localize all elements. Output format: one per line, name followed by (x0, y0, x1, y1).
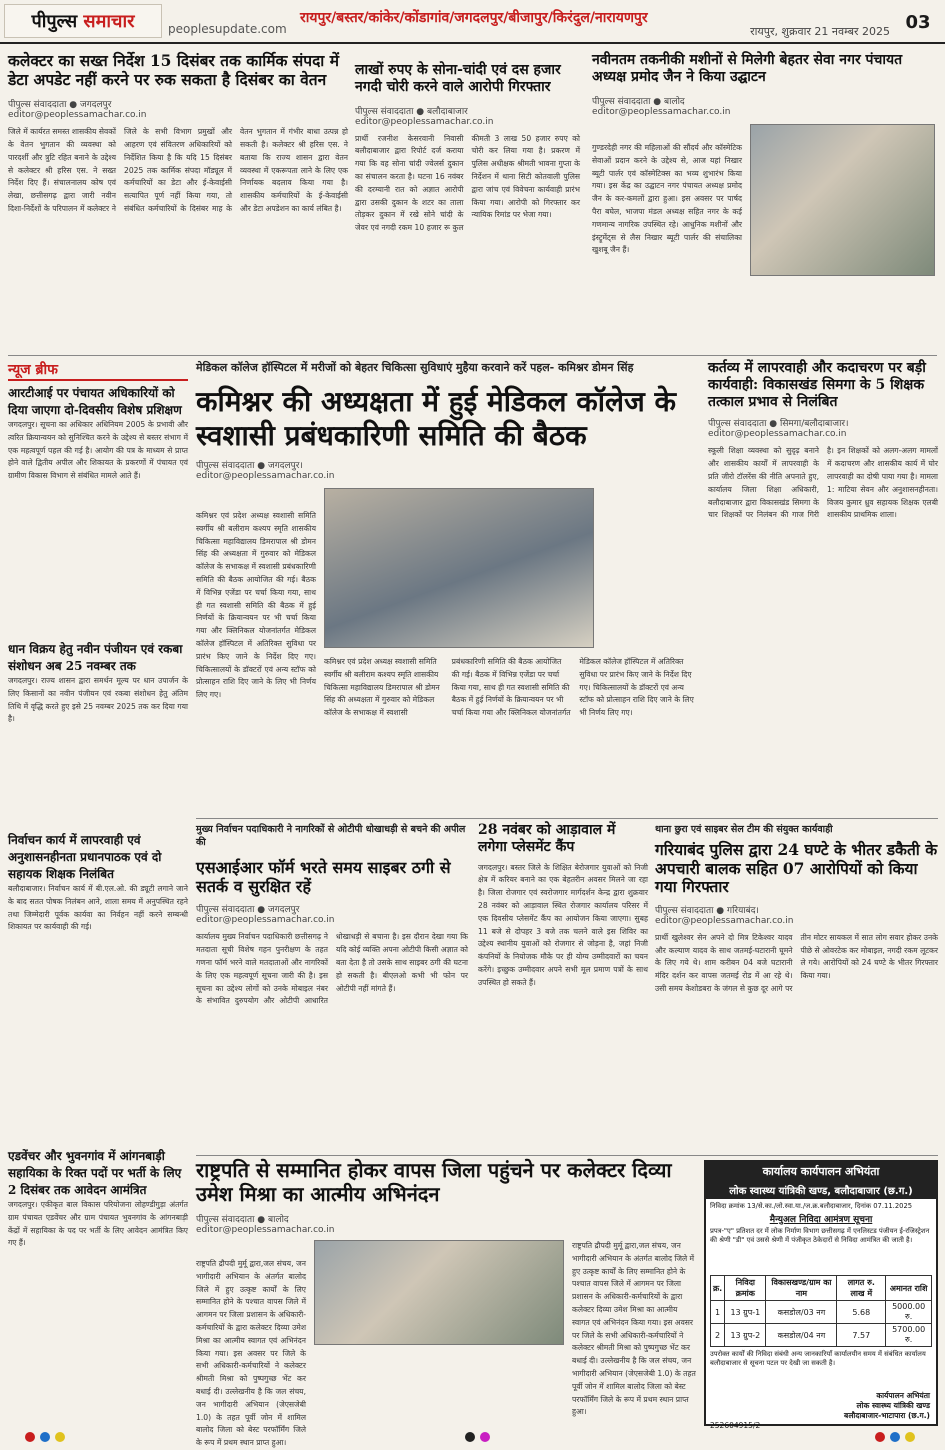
table-cell: 7.57 (837, 1324, 886, 1347)
story-email[interactable]: editor@peoplessamachar.co.in (355, 116, 494, 127)
brief-headline[interactable]: धान विक्रय हेतु नवीन पंजीयन एवं रकबा संशोधन अब 25 नवम्बर तक (8, 642, 183, 673)
story-email[interactable]: editor@peoplessamachar.co.in (196, 1225, 335, 1235)
brief-body: जगदलपुर। सूचना का अधिकार अधिनियम 2005 के प्रभावी और त्वरित क्रियान्वयन को सुनिश्चित करने के उद्देश्य से बस्तर संभाग में एक महत्वपूर्ण पहल की गई है। आयोग की पत्र के माध्यम से प्राप्त होने वाले द्वितीय अपील और शिकायत के प्रकरणों में पंचायत एवं ग्रामीण विकास विभाग से संबंधित मामले आते हैं। (8, 420, 188, 481)
story-headline[interactable]: कर्तव्य में लापरवाही और कदाचरण पर बड़ी कार्यवाही: विकासखंड सिमगा के 5 शिक्षक तत्काल प्रभाव से निलंबित (708, 360, 926, 410)
story-headline[interactable]: कमिश्नर की अध्यक्षता में हुई मेडिकल कॉलेज के स्वशासी प्रबंधकारिणी समिति की बैठक (196, 385, 677, 452)
brief-headline[interactable]: निर्वाचन कार्य में लापरवाही एवं अनुशासनहीनता प्रधानपाठक एवं दो सहायक शिक्षक निलंबित (8, 833, 162, 881)
tender-advertisement (704, 1160, 938, 1430)
brief-headline[interactable]: आरटीआई पर पंचायत अधिकारियों को दिया जाएगा दो-दिवसीय विशेष प्रशिक्षण (8, 386, 182, 417)
ad-reference: निविदा क्रमांक 13/से.का./लो.स्वा.या./ज.क्र.बलौदाबाजार, दिनांक 07.11.2025 (710, 1202, 913, 1210)
news-brief-sidebar (8, 360, 188, 1425)
brief-body: जगदलपुर। एकीकृत बाल विकास परियोजना लोहण्डीगुड़ा अंतर्गत ग्राम पंचायत एडवेंचर और ग्राम पंचायत भुवनगांव के आंगनबाड़ी केंद्रों में सहायिका के पद पर भर्ती के लिए आवेदन आमंत्रित किए गए हैं। (8, 1200, 188, 1248)
story-body: कमिश्नर एवं प्रदेश अध्यक्ष स्वशासी समिति स्वर्गीय श्री बलीराम कश्यप स्मृति शासकीय चिकित्सा महाविद्यालय डिमरापाल श्री डोमन सिंह की अध्यक्षता में गुरुवार को मेडिकल कॉलेज के सभाकक्ष में स्वशासी प्रबंधकारिणी समिति की बैठक आयोजित की गई। बैठक में विभिन्न एजेंडा पर चर्चा किया गया, साथ ही गत स्वशासी समिति की बैठक में हुई निर्णयों के क्रियान्वयन पर भी चर्चा किया गया और क्लिनिकल योजनांतर्गत मेडिकल कॉलेज हॉस्पिटल में अतिरिक्त सुविधा पर प्रारंभ किए जाने के निर्देश दिए गए। चिकित्सालयों के डॉक्टरों एवं अन्य स्टॉफ को प्रोत्साहन राशि दिए जाने के लिए भी निर्णय लिए गए। (196, 511, 316, 700)
page-number: 03 (905, 12, 931, 33)
divider (196, 818, 938, 819)
table-header: विकासखण्ड/ग्राम का नाम (766, 1276, 837, 1301)
ad-signoff: कार्यपालन अभियंता (876, 1391, 930, 1400)
masthead (0, 0, 945, 44)
story-body: प्रार्थी रजनीश केसरवानी निवासी बलौदाबाजार द्वारा रिपोर्ट दर्ज कराया गया कि वह सोना चांदी ज्वेलर्स दुकान का संचालन करता है। घटना 16 नवंबर की दरम्यानी रात को अज्ञात आरोपी द्वारा उसकी दुकान के शटर का ताला तोड़कर दुकान में रखे सोने चांदी के जेवर एवं नगदी रकम 10 हजार रू कुल कीमती 3 लाख 50 हजार रुपए को चोरी कर लिया गया है। प्रकरण में पुलिस अधीक्षक श्रीमती भावना गुप्ता के निर्देशन में थाना सिटी कोतवाली पुलिस द्वारा जांच एवं विवेचना कार्यवाही प्रारंभ किया गया। आरोपी को गिरफ्तार कर न्यायिक रिमांड पर भेजा गया। (355, 133, 580, 233)
story-byline: पीपुल्स संवाददाता ● बालोद (196, 1215, 289, 1225)
print-registration-marks (0, 1430, 945, 1445)
ad-department: लोक स्वास्थ्य यांत्रिकी खण्ड, बलौदाबाजार (छ.ग.) (706, 1181, 936, 1199)
story-byline: पीपुल्स संवाददाता ● सिमगा/बलौदाबाजार। (708, 419, 849, 430)
story-body: जगदलपुर। बस्तर जिले के शिक्षित बेरोजगार युवाओं को निजी क्षेत्र में करियर बनाने का एक बेहतरीन अवसर मिलने जा रहा है। जिला रोजगार एवं स्वरोजगार मार्गदर्शन केन्द्र द्वारा शुक्रवार 28 नवंबर को आड़ावाल स्थित रोजगार कार्यालय परिसर में एक दिवसीय प्लेसमेंट कैंप का आयोजन किया जाएगा। सुबह 11 बजे से दोपहर 3 बजे तक चलने वाले इस शिविर का उद्देश्य स्थानीय युवाओं को रोजगार से जोड़ना है, जहां निजी कंपनियों के नियोजक मौके पर ही योग्य उम्मीदवारों का चयन करेंगे। इच्छुक उम्मीदवार अपने सभी मूल प्रमाण पत्रों के साथ उपस्थित हो सकते हैं। (478, 862, 648, 987)
story-placement-camp (478, 822, 648, 1152)
table-cell: 5700.00 रु. (886, 1324, 932, 1347)
table-header: क्र. (711, 1276, 725, 1301)
table-cell: 5000.00 रु. (886, 1301, 932, 1324)
website-link[interactable]: peoplesupdate.com (168, 22, 287, 36)
table-cell: कसडोल/04 नग (766, 1324, 837, 1347)
story-byline: पीपुल्स संवाददाता ● गरियाबंद। (655, 905, 759, 916)
story-email[interactable]: editor@peoplessamachar.co.in (592, 106, 731, 117)
story-headline[interactable]: नवीनतम तकनीकी मशीनों से मिलेगी बेहतर सेवा नगर पंचायत अध्यक्ष प्रमोद जैन ने किया उद्घाटन (592, 52, 903, 85)
story-headline[interactable]: गरियाबंद पुलिस द्वारा 24 घण्टे के भीतर डकैती के अपचारी बालक सहित 07 आरोपियों को किया गया गिरफ्तार (655, 840, 938, 897)
story-headline[interactable]: कलेक्टर का सख्त निर्देश 15 दिसंबर तक कार्मिक संपदा में डेटा अपडेट नहीं करने पर रुक सकता है दिसंबर का वेतन (8, 51, 339, 89)
story-email[interactable]: editor@peoplessamachar.co.in (655, 915, 794, 926)
brief-item (8, 1148, 188, 1438)
brief-item (8, 385, 188, 635)
brief-item (8, 832, 188, 1142)
story-body: प्रार्थी खुलेश्वर सेन अपने दो मित्र टिकेश्वर यादव और कल्याण यादव के साथ जतमई-घटारानी घूमने के लिए गये थे। शाम करीबन 04 बजे घटारानी मंदिर दर्शन कर वापस जतमई रोड में आ रहे थे। उसी समय केशोडबरा के जंगल से कुछ दूर आगे पर तीन मोटर सायकल में सात लोग सवार होकर उनके पीछे से ओवरटेक कर मोबाइल, नगदी रकम लूटकर ले गये। आरोपियों को 24 घण्टे के भीतर गिरफ्तार किया गया। (655, 932, 938, 993)
inauguration-photo (750, 124, 935, 276)
story-body-continued: कमिश्नर एवं प्रदेश अध्यक्ष स्वशासी समिति स्वर्गीय श्री बलीराम कश्यप स्मृति शासकीय चिकित्सा महाविद्यालय डिमरापाल श्री डोमन सिंह की अध्यक्षता में गुरुवार को मेडिकल कॉलेज के सभाकक्ष में स्वशासी प्रबंधकारिणी समिति की बैठक आयोजित की गई। बैठक में विभिन्न एजेंडा पर चर्चा किया गया, साथ ही गत स्वशासी समिति की बैठक में हुई निर्णयों के क्रियान्वयन पर भी चर्चा किया गया और क्लिनिकल योजनांतर्गत मेडिकल कॉलेज हॉस्पिटल में अतिरिक्त सुविधा पर प्रारंभ किए जाने के निर्देश दिए गए। चिकित्सालयों के डॉक्टरों एवं अन्य स्टॉफ को प्रोत्साहन राशि दिए जाने के लिए भी निर्णय लिए गए। (324, 657, 694, 718)
story-headline[interactable]: लाखों रुपए के सोना-चांदी एवं दस हजार नगदी चोरी करने वाले आरोपी गिरफ्तार (355, 62, 561, 95)
table-row (711, 1324, 932, 1347)
story-headline[interactable]: एसआईआर फॉर्म भरते समय साइबर ठगी से सतर्क व सुरक्षित रहें (196, 858, 451, 897)
table-cell: 2 (711, 1324, 725, 1347)
table-header: निविदा क्रमांक (725, 1276, 766, 1301)
story-body: जिले में कार्यरत समस्त शासकीय सेवकों के वेतन भुगतान की व्यवस्था को पारदर्शी और त्रुटि रहित बनाने के उद्देश्य से कलेक्टर श्री हरिस एस. ने सख्त निर्देश दिए हैं। संचालनालय कोष एवं लेखा, छत्तीसगढ़ द्वारा जारी नवीन दिशा-निर्देशों के परिपालन में कलेक्टर ने जिले के सभी विभाग प्रमुखों और आहरण एवं संवितरण अधिकारियों को निर्देशित किया है कि यदि 15 दिसंबर 2025 तक कार्मिक संपदा मॉड्यूल में कर्मचारियों का डेटा और ई-केवाईसी सत्यापित पूर्ण नहीं किया गया, तो संबंधित कर्मचारियों के दिसंबर माह के वेतन भुगतान में गंभीर बाधा उत्पन्न हो सकती है। कलेक्टर श्री हरिस एस. ने बताया कि राज्य शासन द्वारा वेतन व्यवस्था में एकरूपता लाने के लिए एक निर्णायक बदलाव किया गया है। शासकीय कर्मचारियों के ई-केवाईसी और डेटा अपडेशन का कार्य लंबित है। (8, 127, 348, 213)
ad-intro: प्रपत्र-"ए" प्रतिशत दर में लोक निर्माण विभाग छत्तीसगढ़ में एनलिस्टड पंजीयन ई-रजिस्ट्रेशन की श्रेणी "डी" एवं उससे श्रेणी में पंजीकृत ठेकेदारों से निविदा आमंत्रित की जाती है। (710, 1227, 930, 1244)
table-header: लागत रु. लाख में (837, 1276, 886, 1301)
story-body: स्कूली शिक्षा व्यवस्था को सुदृढ़ बनाने और शासकीय कार्यों में लापरवाही के प्रति जीरो टॉलरेंस की नीति अपनाते हुए, कार्यालय जिला शिक्षा अधिकारी, बलौदाबाजार द्वारा विकासखंड सिमगा के चार शिक्षकों पर निलंबन की गाज गिरी है। इन शिक्षकों को अलग-अलग मामलों में कदाचरण और शासकीय कार्य में घोर लापरवाही का दोषी पाया गया है। मामला 1: माटिया सेवन और अनुशासनहीनता। विजय कुमार ध्रुव सहायक शिक्षक एलबी शासकीय प्राथमिक शाला। (708, 446, 938, 520)
divider (196, 1155, 938, 1156)
table-row (711, 1301, 932, 1324)
story-headline[interactable]: राष्ट्रपति से सम्मानित होकर वापस जिला पहुंचने पर कलेक्टर दिव्या उमेश मिश्रा का आत्मीय अभिनंदन (196, 1158, 672, 1206)
story-body-continued: राष्ट्रपति द्रौपदी मुर्मू द्वारा,जल संचय, जन भागीदारी अभियान के अंतर्गत बालोद जिले में हुए उत्कृष्ट कार्यों के लिए सम्मानित होने के पश्चात वापस जिले में आगमन पर जिला प्रशासन के अधिकारी-कर्मचारियों के द्वारा कलेक्टर दिव्या उमेश मिश्रा का आत्मीय स्वागत एवं अभिनंदन किया गया। इस अवसर पर जिले के सभी अधिकारी-कर्मचारियों ने कलेक्टर श्रीमती मिश्रा को पुष्पगुच्छ भेंट कर बधाई दी। उल्लेखनीय है कि जल संचय, जन भागीदारी अभियान (जेएसजेबी 1.0) के तहत पूर्वी जोन में शामिल बालोद जिला को बेस्ट परफॉर्मिंग जिले के रूप में प्रथम स्थान प्राप्त हुआ। (572, 1241, 696, 1417)
story-cyber-fraud (196, 822, 468, 1152)
story-gold-theft (355, 62, 580, 352)
story-kicker: मुख्य निर्वाचन पदाधिकारी ने नागरिकों से ओटीपी धोखाधड़ी से बचने की अपील की (196, 824, 466, 848)
ad-code: 252604915/2 (710, 1421, 761, 1430)
table-cell: 13 ग्रुप-1 (725, 1301, 766, 1324)
story-byline: पीपुल्स संवाददाता ● बलौदाबाजार (355, 106, 468, 117)
story-teacher-suspension (708, 360, 938, 815)
table-cell: 1 (711, 1301, 725, 1324)
brief-headline[interactable]: एडवेंचर और भुवनगांव में आंगनबाड़ी सहायिका के रिक्त पदों पर भर्ती के लिए 2 दिसंबर तक आवेदन आमंत्रित (8, 1149, 182, 1197)
felicitation-photo (314, 1240, 564, 1345)
story-beauty-parlour (592, 52, 937, 352)
edition-places: रायपुर/बस्तर/कांकेर/कोंडागांव/जगदलपुर/बीजापुर/किरंदुल/नारायणपुर (300, 10, 648, 26)
story-email[interactable]: editor@peoplessamachar.co.in (196, 471, 335, 482)
story-email[interactable]: editor@peoplessamachar.co.in (8, 110, 147, 121)
brief-item (8, 641, 188, 826)
story-email[interactable]: editor@peoplessamachar.co.in (196, 915, 335, 926)
story-headline[interactable]: 28 नवंबर को आड़ावाल में लगेगा प्लेसमेंट कैंप (478, 822, 616, 855)
story-medical-college (196, 360, 699, 815)
sidebar-title: न्यूज ब्रीफ (8, 360, 188, 381)
story-byline: पीपुल्स संवाददाता ● जगदलपुर (8, 100, 112, 111)
story-byline: पीपुल्स संवाददाता ● जगदलपुर (196, 905, 300, 916)
meeting-photo (324, 488, 594, 648)
table-header: अमानत राशि (886, 1276, 932, 1301)
story-byline: पीपुल्स संवाददाता ● जगदलपुर। (196, 461, 303, 472)
story-body: कार्यालय मुख्य निर्वाचन पदाधिकारी छत्तीसगढ़ ने मतदाता सूची विशेष गहन पुनरीक्षण के तहत गणना फॉर्म भरने वाले मतदाताओं और नागरिकों के लिए एक महत्वपूर्ण सूचना जारी की है। इस सूचना का उद्देश्य लोगों को उनके मोबाइल नंबर के संभावित दुरुपयोग और ओटीपी आधारित धोखाधड़ी से बचाना है। इस दौरान देखा गया कि यदि कोई व्यक्ति अपना ओटीपी किसी अज्ञात को बता देता है तो उसके साथ साइबर ठगी की घटना हो सकती है। बीएलओ कभी भी फोन पर ओटीपी नहीं मांगते हैं। (196, 932, 468, 1006)
story-collector-salary (8, 52, 348, 352)
ad-footer: उपरोक्त कार्यों की निविदा संबंधी अन्य जानकारियाँ कार्यालयीन समय में संबंधित कार्यालय बलौदाबाजार से सूचना पटल पर देखी जा सकती है। (710, 1350, 926, 1367)
divider (8, 355, 937, 356)
table-cell: 5.68 (837, 1301, 886, 1324)
ad-signoff-place: बलौदाबाजार-भाटापारा (छ.ग.) (844, 1411, 930, 1420)
story-kicker: मेडिकल कॉलेज हॉस्पिटल में मरीजों को बेहतर चिकित्सा सुविधाएं मुहैया करवाने करें पहल- कमिश्नर डोमन सिंह (196, 361, 634, 374)
story-kicker: थाना छुरा एवं साइबर सेल टीम की संयुक्त कार्यवाही (655, 824, 833, 835)
ad-notice-title: मैन्युअल निविदा आमंत्रण सूचना (769, 1215, 873, 1225)
ad-office: कार्यालय कार्यपालन अभियंता (706, 1162, 936, 1181)
ad-signoff-dept: लोक स्वास्थ्य यांत्रिकी खण्ड (856, 1401, 930, 1410)
tender-table (710, 1275, 932, 1347)
ad-table-wrap (706, 1275, 936, 1347)
brief-body: जगदलपुर। राज्य शासन द्वारा समर्थन मूल्य पर धान उपार्जन के लिए किसानों का नवीन पंजीयन एवं रकबा संशोधन हेतु अंतिम तिथि में वृद्धि करते हुए इसे 25 नवम्बर 2025 तक कर दिया गया है। (8, 676, 188, 724)
brief-body: बलौदाबाजार। निर्वाचन कार्य में बी.एल.ओ. की ड्यूटी लगाने जाने के बाद सतत पोषक निलंबन आने, शाला समय में अनुपस्थित रहने तथा जिम्मेदारी पूर्वक कार्यवा का निर्वहन नहीं करने सम्बन्धी शिकायत पर कार्यवाही की गई। (8, 884, 188, 932)
story-email[interactable]: editor@peoplessamachar.co.in (708, 429, 847, 440)
newspaper-logo[interactable]: पीपुल्स समाचार (4, 4, 162, 38)
story-byline: पीपुल्स संवाददाता ● बालोद (592, 96, 685, 107)
story-body: गुण्डरदेही नगर की महिलाओं की सौंदर्य और कॉस्मेटिक सेवाओं प्रदान करने के उद्देश्य से, आज यहां निखार ब्यूटी पार्लर एवं कॉस्मेटिक्स का भव्य शुभारंभ किया गया। इस केंद्र का उद्घाटन नगर पंचायत अध्यक्ष प्रमोद जैन के कर-कमलों द्वारा हुआ। इस अवसर पर पार्षद पैरा बघेल, भाजपा मंडल अध्यक्ष सहित नगर के कई गणमान्य नागरिक उपस्थित रहे। आधुनिक मशीनों और इंस्ट्रूमेंट्स से लैस निखार ब्यूटी पार्लर की संचालिका खुशबू जैन हैं। (592, 143, 742, 255)
table-cell: 13 ग्रुप-2 (725, 1324, 766, 1347)
story-body: राष्ट्रपति द्रौपदी मुर्मू द्वारा,जल संचय, जन भागीदारी अभियान के अंतर्गत बालोद जिले में हुए उत्कृष्ट कार्यों के लिए सम्मानित होने के पश्चात वापस जिले में आगमन पर जिला प्रशासन के अधिकारी-कर्मचारियों के द्वारा कलेक्टर दिव्या उमेश मिश्रा का आत्मीय स्वागत एवं अभिनंदन किया गया। इस अवसर पर जिले के सभी अधिकारी-कर्मचारियों ने कलेक्टर श्रीमती मिश्रा को पुष्पगुच्छ भेंट कर बधाई दी। उल्लेखनीय है कि जल संचय, जन भागीदारी अभियान (जेएसजेबी 1.0) के तहत पूर्वी जोन में शामिल बालोद जिला को बेस्ट परफॉर्मिंग जिले के रूप में प्रथम स्थान प्राप्त हुआ। (196, 1259, 306, 1448)
issue-date: रायपुर, शुक्रवार 21 नवम्बर 2025 (750, 25, 890, 38)
table-cell: कसडोल/03 नग (766, 1301, 837, 1324)
story-robbery-arrest (655, 822, 938, 1152)
story-collector-honoured (196, 1158, 696, 1448)
